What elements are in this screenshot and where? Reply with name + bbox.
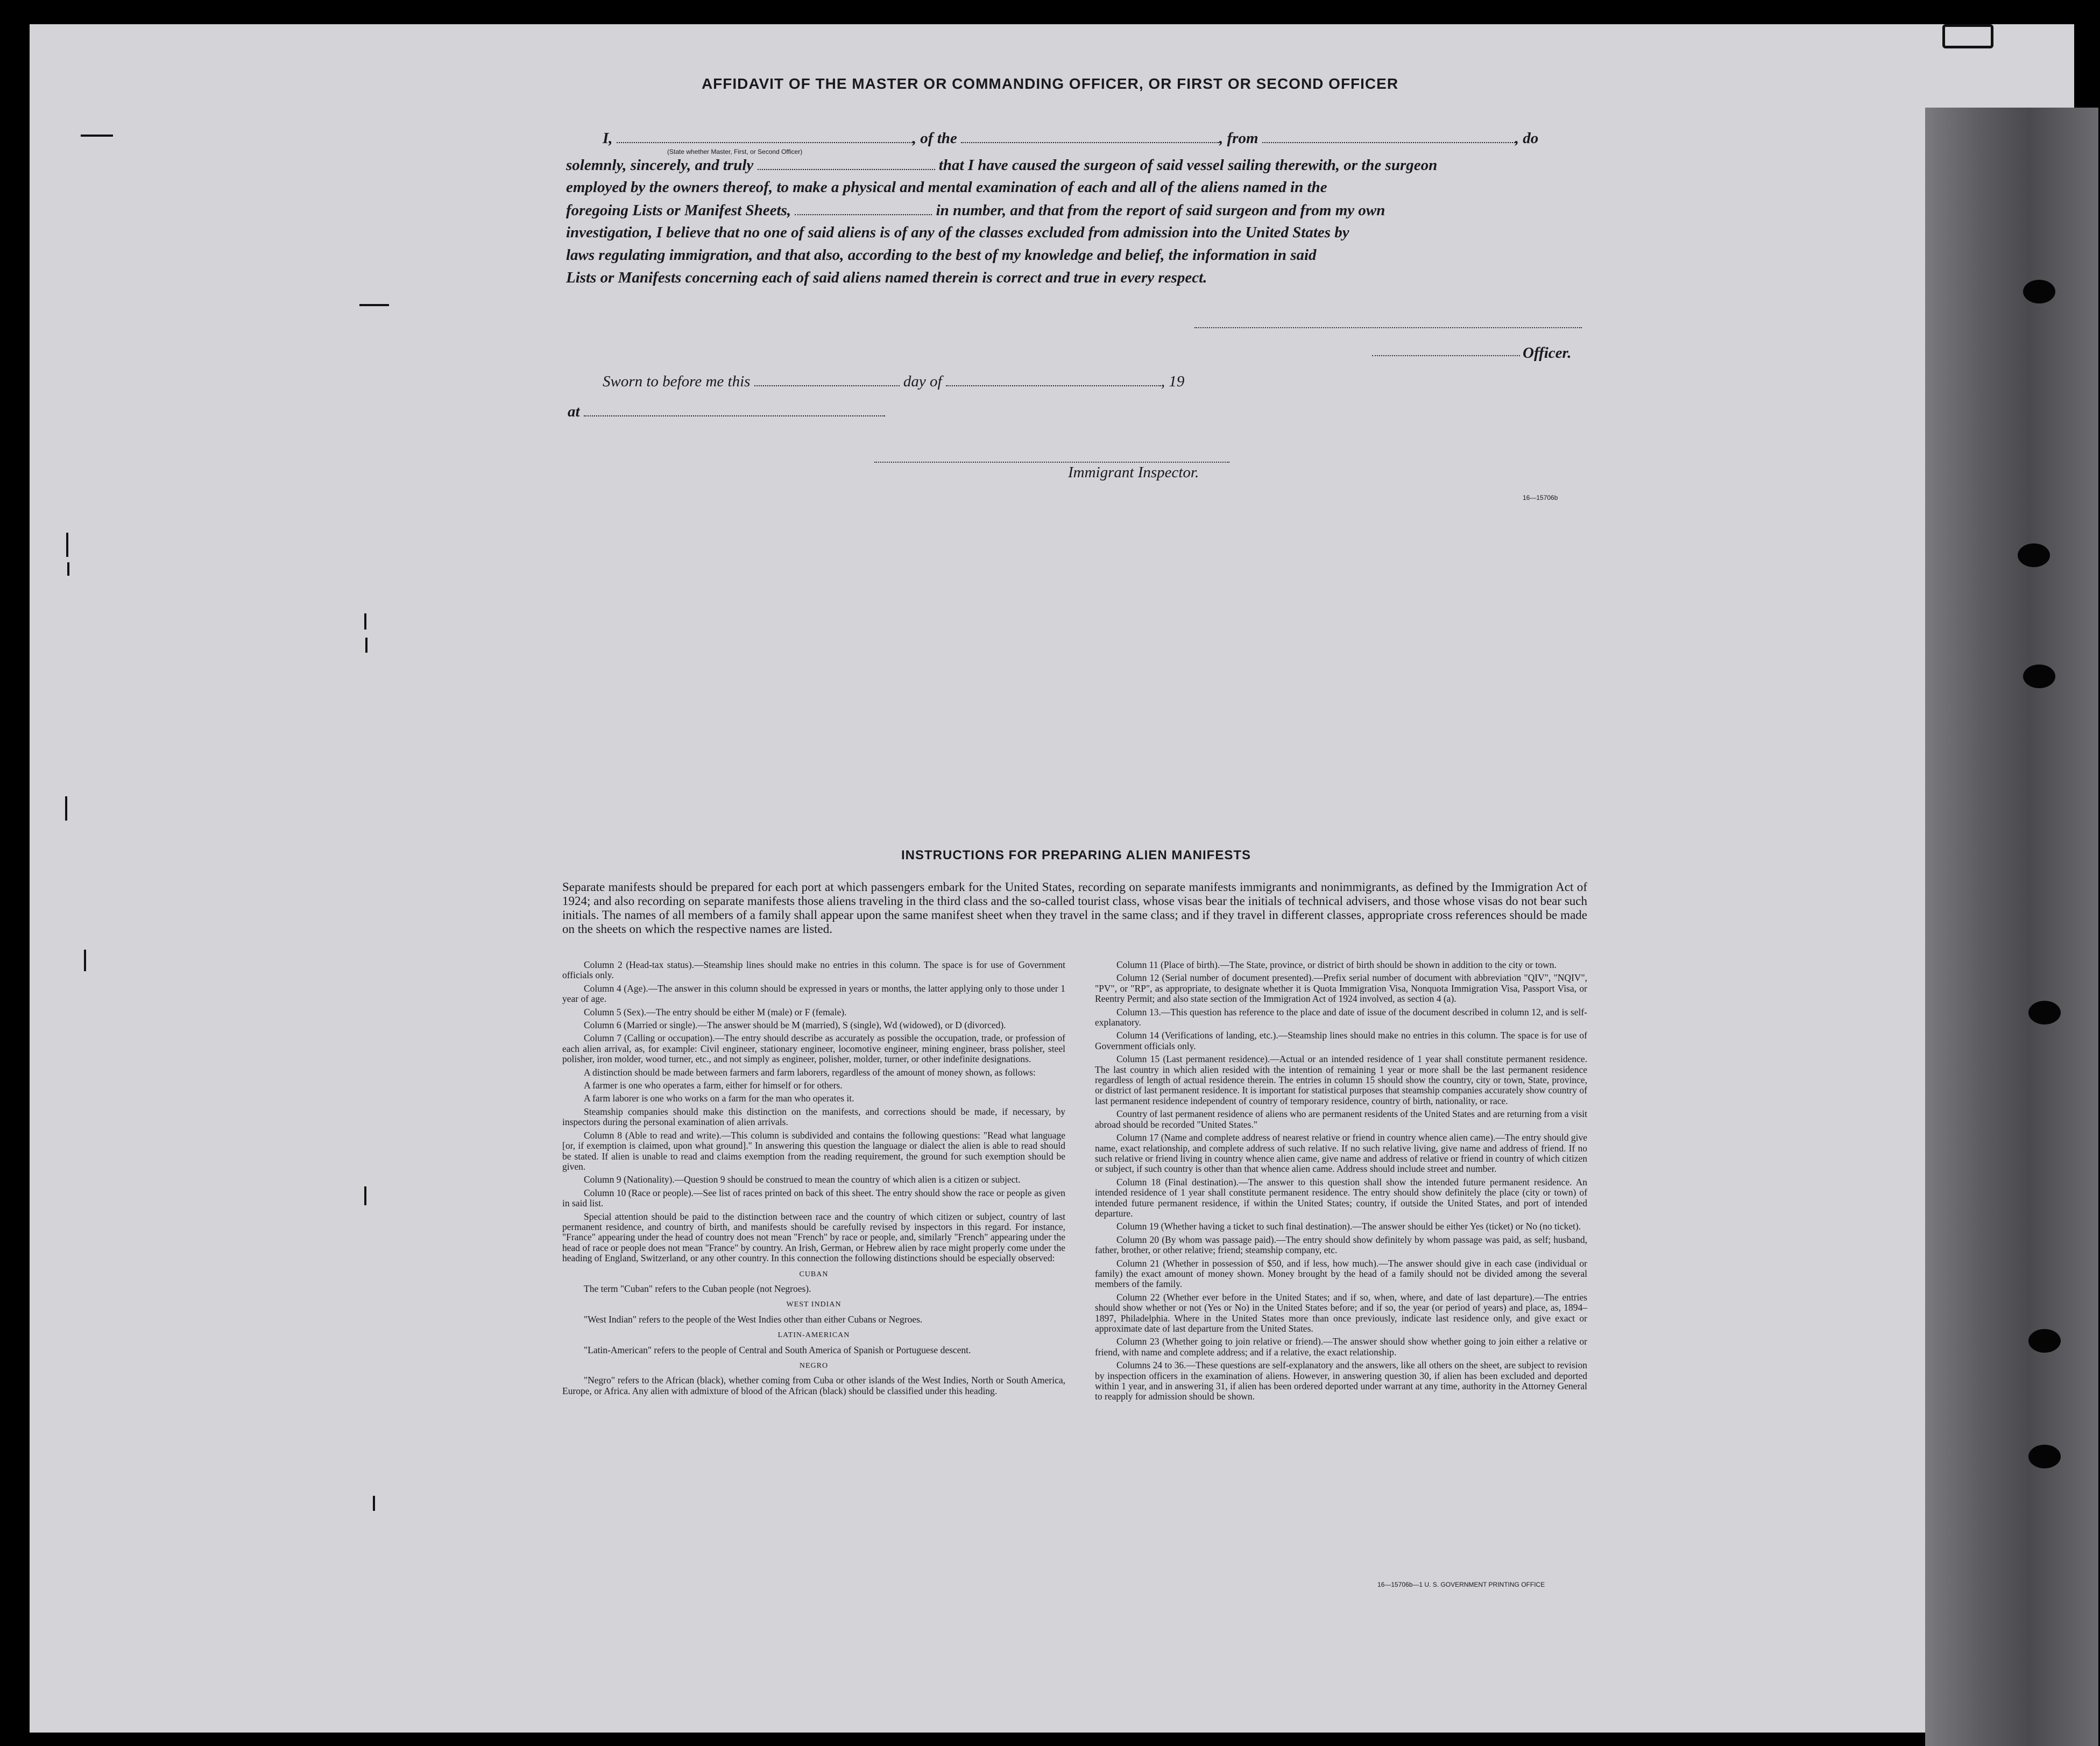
instruction-paragraph: Column 19 (Whether having a ticket to such final destination).—The answer should be either Yes (ticket) or No (no ticket).	[1116, 1221, 1581, 1232]
binding-hole	[2028, 1445, 2061, 1468]
instruction-paragraph: Column 11 (Place of birth).—The State, province, or district of birth should be shown in addition to the city or town.	[1116, 959, 1557, 970]
instruction-paragraph: Column 4 (Age).—The answer in this column should be expressed in years or months, the latter applying only to those under 1 year of age.	[562, 982, 1065, 1005]
instruction-paragraph: Column 5 (Sex).—The entry should be either M (male) or F (female).	[584, 1006, 847, 1017]
margin-mark	[364, 1186, 366, 1205]
section-heading: NEGRO	[799, 1362, 829, 1370]
margin-mark	[84, 950, 86, 971]
instruction-paragraph: The term "Cuban" refers to the Cuban people (not Negroes).	[584, 1283, 811, 1294]
instructions-left-column	[562, 960, 1065, 1399]
instruction-paragraph: Column 10 (Race or people).—See list of races printed on back of this sheet. The entry should show the race or people as given in said list.	[562, 1187, 1065, 1209]
text: at	[568, 403, 580, 420]
margin-mark	[65, 796, 67, 821]
section-heading: CUBAN	[799, 1270, 829, 1278]
officer-rank-blank[interactable]	[617, 129, 913, 143]
instruction-paragraph: Column 6 (Married or single).—The answer should be M (married), S (single), Wd (widowed), or D (divorced).	[584, 1020, 1006, 1031]
text: , do	[1515, 130, 1539, 147]
affidavit-line-4	[566, 201, 1385, 220]
inspector-label: Immigrant Inspector.	[1068, 464, 1199, 481]
binding-hole	[2028, 1001, 2061, 1024]
text: I,	[603, 130, 613, 147]
instruction-paragraph: Column 2 (Head-tax status).—Steamship lines should make no entries in this column. The space is for use of Government officials only.	[562, 959, 1065, 981]
affidavit-line-6: laws regulating immigration, and that also, according to the best of my knowledge and belief, the information in said	[566, 246, 1317, 264]
instruction-paragraph: Special attention should be paid to the distinction between race and the country of which citizen or subject, country of last permanent residence, and country of birth, and manifests should be carefully revised by inspectors in this regard. For instance, "France" appearing under the head of country does not mean "French" by race or people, and, similarly "French" appearing under the head of race or people does not mean "France" by country. An Irish, German, or Hebrew alien by race might properly come under the heading of England, Switzerland, or any other country. In this connection the following distinctions should be especially observed:	[562, 1211, 1065, 1264]
binding-hole	[2023, 665, 2055, 688]
rank-note: (State whether Master, First, or Second Officer)	[667, 148, 803, 155]
instruction-paragraph: Column 14 (Verifications of landing, etc.).—Steamship lines should make no entries in this column. The space is for use of Government officials only.	[1095, 1030, 1587, 1051]
text: , from	[1219, 130, 1258, 147]
instruction-paragraph: Column 9 (Nationality).—Question 9 should be construed to mean the country of which alien is a citizen or subject.	[584, 1174, 1021, 1185]
binding-hole	[2028, 1329, 2061, 1353]
text: , of the	[912, 130, 957, 147]
affidavit-title: AFFIDAVIT OF THE MASTER OR COMMANDING OFFICER, OR FIRST OR SECOND OFFICER	[701, 75, 1399, 92]
port-blank[interactable]	[1262, 129, 1515, 143]
inspector-signature-line[interactable]	[874, 462, 1229, 463]
count-blank[interactable]	[795, 201, 932, 215]
text: Sworn to before me this	[603, 373, 751, 390]
binding-strip	[1925, 108, 2098, 1746]
instruction-paragraph: A farmer is one who operates a farm, either for himself or for others.	[584, 1080, 843, 1091]
instruction-paragraph: Column 17 (Name and complete address of nearest relative or friend in country whence alien came).—The entry should give name, exact relationship, and complete address of such relative. If no such relative living, give name and address of friend. If no such relative or friend living in country whence alien came, give name and address of relative or friend in country of which citizen or subject, if such country is other than that whence alien came. Address should include street and number.	[1095, 1132, 1587, 1175]
affidavit-line-1	[603, 129, 1538, 147]
place-blank[interactable]	[584, 402, 885, 416]
affidavit-line-2	[566, 156, 1437, 174]
instruction-paragraph: Column 12 (Serial number of document presented).—Prefix serial number of document with abbreviation "QIV", "NQIV", "PV", or "RP", as appropriate, to designate whether it is Quota Immigration Visa, Nonquota Immigration Visa, Passport Visa, or Reentry Permit; and also state section of the Immigration Act of 1924 involved, as section 4 (a).	[1095, 972, 1587, 1005]
text: , 19	[1161, 373, 1185, 390]
instruction-paragraph: A farm laborer is one who works on a farm for the man who operates it.	[584, 1093, 854, 1104]
corner-tab	[1942, 24, 1993, 48]
affidavit-line-3: employed by the owners thereof, to make a physical and mental examination of each and all of the aliens named in the	[566, 179, 1327, 196]
instructions-right-column	[1095, 960, 1587, 1405]
month-blank[interactable]	[946, 372, 1161, 386]
margin-mark	[81, 135, 113, 137]
instructions-title: INSTRUCTIONS FOR PREPARING ALIEN MANIFESTS	[901, 848, 1251, 863]
instruction-paragraph: Column 15 (Last permanent residence).—Actual or an intended residence of 1 year shall constitute permanent residence. The last country in which alien resided with the intention of remaining 1 year or more shall be the last permanent residence regardless of length of actual residence therein. The entries in column 15 should show the country, city or town, State, province, or district of last permanent residence. It is important for statistical purposes that steamship companies accurately show country of last permanent residence independent of country of temporary residence, country of birth, nationality, or race.	[1095, 1054, 1587, 1106]
instruction-paragraph: Column 21 (Whether in possession of $50, and if less, how much).—The answer should give in each case (individual or family) the exact amount of money shown. Money brought by the head of a family should not be divided among the several members of the family.	[1095, 1257, 1587, 1290]
text: that I have caused the surgeon of said vessel sailing therewith, or the surgeon	[938, 157, 1438, 174]
section-heading: WEST INDIAN	[786, 1300, 842, 1309]
binding-hole	[2023, 280, 2055, 303]
margin-mark	[365, 638, 367, 653]
instruction-paragraph: Column 23 (Whether going to join relative or friend).—The answer should show whether going to join either a relative or friend, with name and complete address; and if a relative, the exact relationship.	[1095, 1336, 1587, 1358]
instruction-paragraph: Columns 24 to 36.—These questions are self-explanatory and the answers, like all others on the sheet, are subject to revision by inspection officers in the examination of aliens. However, in answering question 30, if alien has been excluded and deported within 1 year, and in answering 31, if alien has been ordered deported under warrant at any time, authority in the Attorney General to reapply for admission should be shown.	[1095, 1360, 1587, 1402]
margin-mark	[359, 304, 389, 306]
margin-mark	[67, 562, 69, 576]
margin-mark	[373, 1496, 375, 1511]
instruction-paragraph: Column 7 (Calling or occupation).—The entry should describe as accurately as possible the occupation, trade, or profession of each alien arrival, as, for example: Civil engineer, stationary engineer, locomotive engineer, mining engineer, brass polisher, steel polisher, iron molder, wood turner, etc., and not simply as engineer, polisher, molder, turner, or other indefinite designations.	[562, 1033, 1065, 1065]
officer-label: Officer.	[1523, 344, 1572, 362]
instruction-paragraph: Column 18 (Final destination).—The answer to this question shall show the intended future permanent residence. An intended residence of 1 year shall constitute permanent residence. The entry should show definitely the place (city or town) of intended future permanent residence, if within the United States; country, if outside the United States, and port of intended departure.	[1095, 1176, 1587, 1219]
day-blank[interactable]	[754, 372, 900, 386]
text: foregoing Lists or Manifest Sheets,	[566, 202, 791, 219]
instruction-paragraph: Column 22 (Whether ever before in the United States; and if so, when, where, and date of last departure).—The entries should show whether or not (Yes or No) in the United States before; and if so, the year (or period of years) and place, as, 1894–1897, Philadelphia. Where in the United States more than once previously, indicate last residence only, and give exact or approximate date of last departure from the United States.	[1095, 1291, 1587, 1334]
printer-footer: 16—15706b—1 U. S. GOVERNMENT PRINTING OFFICE	[1377, 1581, 1545, 1588]
instructions-intro: Separate manifests should be prepared for each port at which passengers embark for the United States, recording on separate manifests immigrants and nonimmigrants, as defined by the Immigration Act of 1924; and also recording on separate manifests those aliens traveling in the third class and the so-called tourist class, whose visas bear the initials of technical advisers, and those whose visas do not bear such initials. The names of all members of a family shall appear upon the same manifest sheet when they travel in the same class; and if they travel in different classes, appropriate cross references should be made on the sheets on which the respective names are listed.	[562, 880, 1587, 936]
form-number: 16—15706b	[1523, 494, 1558, 501]
sworn-line	[603, 372, 1184, 391]
oath-blank[interactable]	[758, 156, 935, 170]
section-heading: LATIN-AMERICAN	[777, 1331, 850, 1340]
margin-mark	[66, 533, 68, 557]
instruction-paragraph: "Negro" refers to the African (black), whether coming from Cuba or other islands of the West Indies, North or South America, Europe, or Africa. Any alien with admixture of blood of the African (black) should be classified under this heading.	[562, 1375, 1065, 1396]
affidavit-line-5: investigation, I believe that no one of said aliens is of any of the classes excluded from admission into the United States by	[566, 224, 1349, 241]
at-line	[568, 402, 885, 421]
affidavit-line-7: Lists or Manifests concerning each of said aliens named therein is correct and true in every respect.	[566, 269, 1207, 286]
text: solemnly, sincerely, and truly	[566, 157, 754, 174]
signature-line[interactable]	[1194, 327, 1582, 328]
officer-title-blank[interactable]	[1372, 355, 1520, 356]
instruction-paragraph: Column 8 (Able to read and write).—This column is subdivided and contains the following questions: "Read what language [or, if exemption is claimed, upon what ground]." In answering this question the language or dialect the alien is able to read should be stated. If alien is unable to read and claims exemption from the reading requirement, the ground for such exemption should be given.	[562, 1129, 1065, 1172]
binding-hole	[2018, 543, 2050, 567]
instruction-paragraph: "West Indian" refers to the people of the West Indies other than either Cubans or Negroes.	[584, 1313, 923, 1325]
margin-mark	[364, 613, 366, 630]
text: day of	[903, 373, 942, 390]
instruction-paragraph: Column 20 (By whom was passage paid).—The entry should show definitely by whom passage was paid, as self; husband, father, brother, or other relative; friend; steamship company, etc.	[1095, 1234, 1587, 1256]
vessel-name-blank[interactable]	[961, 129, 1219, 143]
instruction-paragraph: A distinction should be made between farmers and farm laborers, regardless of the amount of money shown, as follows:	[584, 1066, 1036, 1078]
text: in number, and that from the report of said surgeon and from my own	[936, 202, 1385, 219]
instruction-paragraph: "Latin-American" refers to the people of Central and South America of Spanish or Portuguese descent.	[584, 1344, 971, 1355]
instruction-paragraph: Column 13.—This question has reference to the place and date of issue of the document described in column 12, and is self-explanatory.	[1095, 1006, 1587, 1028]
instruction-paragraph: Country of last permanent residence of aliens who are permanent residents of the United States and are returning from a visit abroad should be recorded "United States."	[1095, 1108, 1587, 1130]
instruction-paragraph: Steamship companies should make this distinction on the manifests, and corrections should be made, if necessary, by inspectors during the personal examination of alien arrivals.	[562, 1106, 1065, 1128]
